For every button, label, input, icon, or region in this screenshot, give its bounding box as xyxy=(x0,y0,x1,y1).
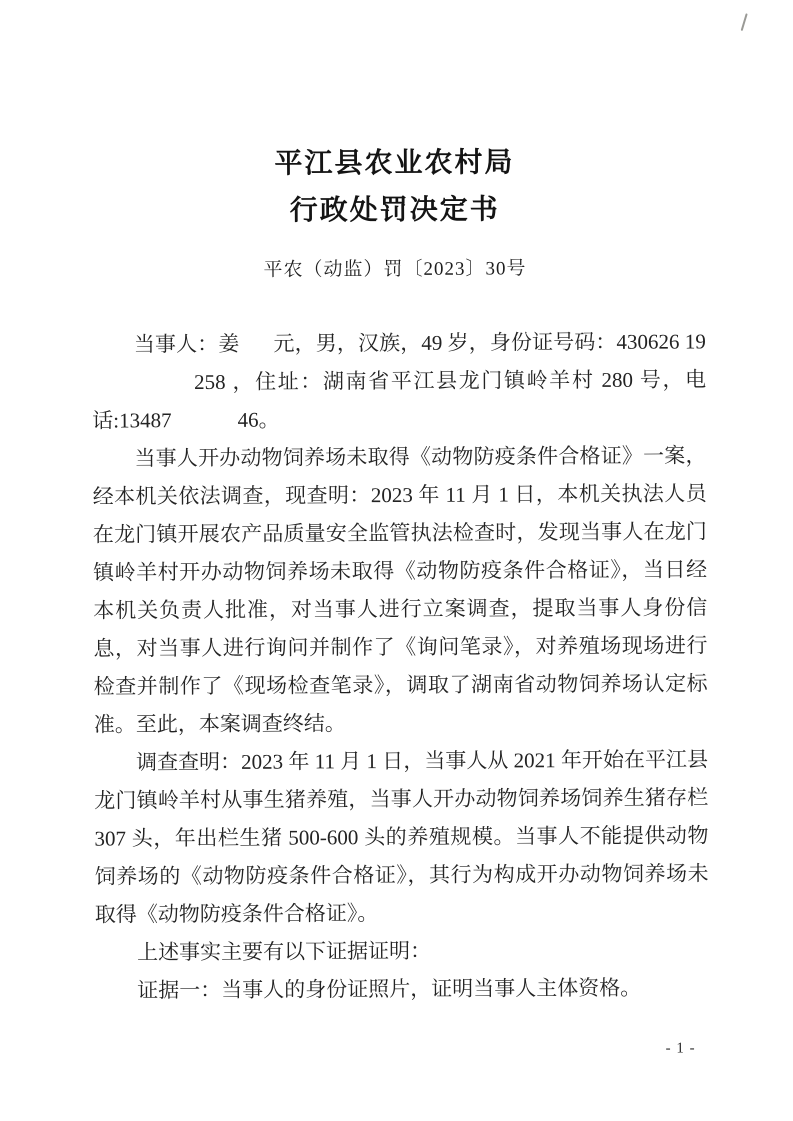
document-header xyxy=(0,0,791,236)
document-number: 平农（动监）罚〔2023〕30号 xyxy=(263,258,527,281)
document-title-line2: 行政处罚决定书 xyxy=(289,194,500,227)
page-number: - 1 - xyxy=(665,1040,696,1057)
redaction-box xyxy=(239,332,273,351)
redaction-box xyxy=(172,408,238,427)
paragraph: 当事人：姜 元，男，汉族，49 岁，身份证号码：430626 19258 ，住址：湖南省平江县龙门镇岭羊村 280 号，电话:13487 46。 xyxy=(92,329,707,433)
paragraph: 当事人开办动物饲养场未取得《动物防疫条件合格证》一案，经本机关依法调查，现查明：2023 年 11 月 1 日，本机关执法人员在龙门镇开展农产品质量安全监管执法检查时，发现当事人在龙门镇岭羊村开办动物饲养场未取得《动物防疫条件合格证》，当日经本机关负责人批准，对当事人进行立案调查，提取当事人身份信息，对当事人进行询问并制作了《询问笔录》，对养殖场现场进行检查并制作了《现场检查笔录》，调取了湖南省动物饲养场认定标准。至此，本案调查终结。 xyxy=(92,443,708,737)
paragraph: 证据一：当事人的身份证照片，证明当事人主体资格。 xyxy=(137,975,642,1003)
redaction-box xyxy=(92,370,194,389)
paragraph: 上述事实主要有以下证据证明： xyxy=(136,938,432,965)
paragraph: 调查查明：2023 年 11 月 1 日，当事人从 2021 年开始在平江县龙门镇岭羊村从事生猪养殖，当事人开办动物饲养场饲养生猪存栏 307 头，年出栏生猪 500-600 头的养殖规模。当事人不能提供动物饲养场的《动物防疫条件合格证》，其行为构成开办动物饲养场未取得《动物防疫条件合格证》。 xyxy=(94,747,709,927)
document-body xyxy=(92,322,710,1009)
document-title-line1: 平江县农业农村局 xyxy=(274,147,515,180)
